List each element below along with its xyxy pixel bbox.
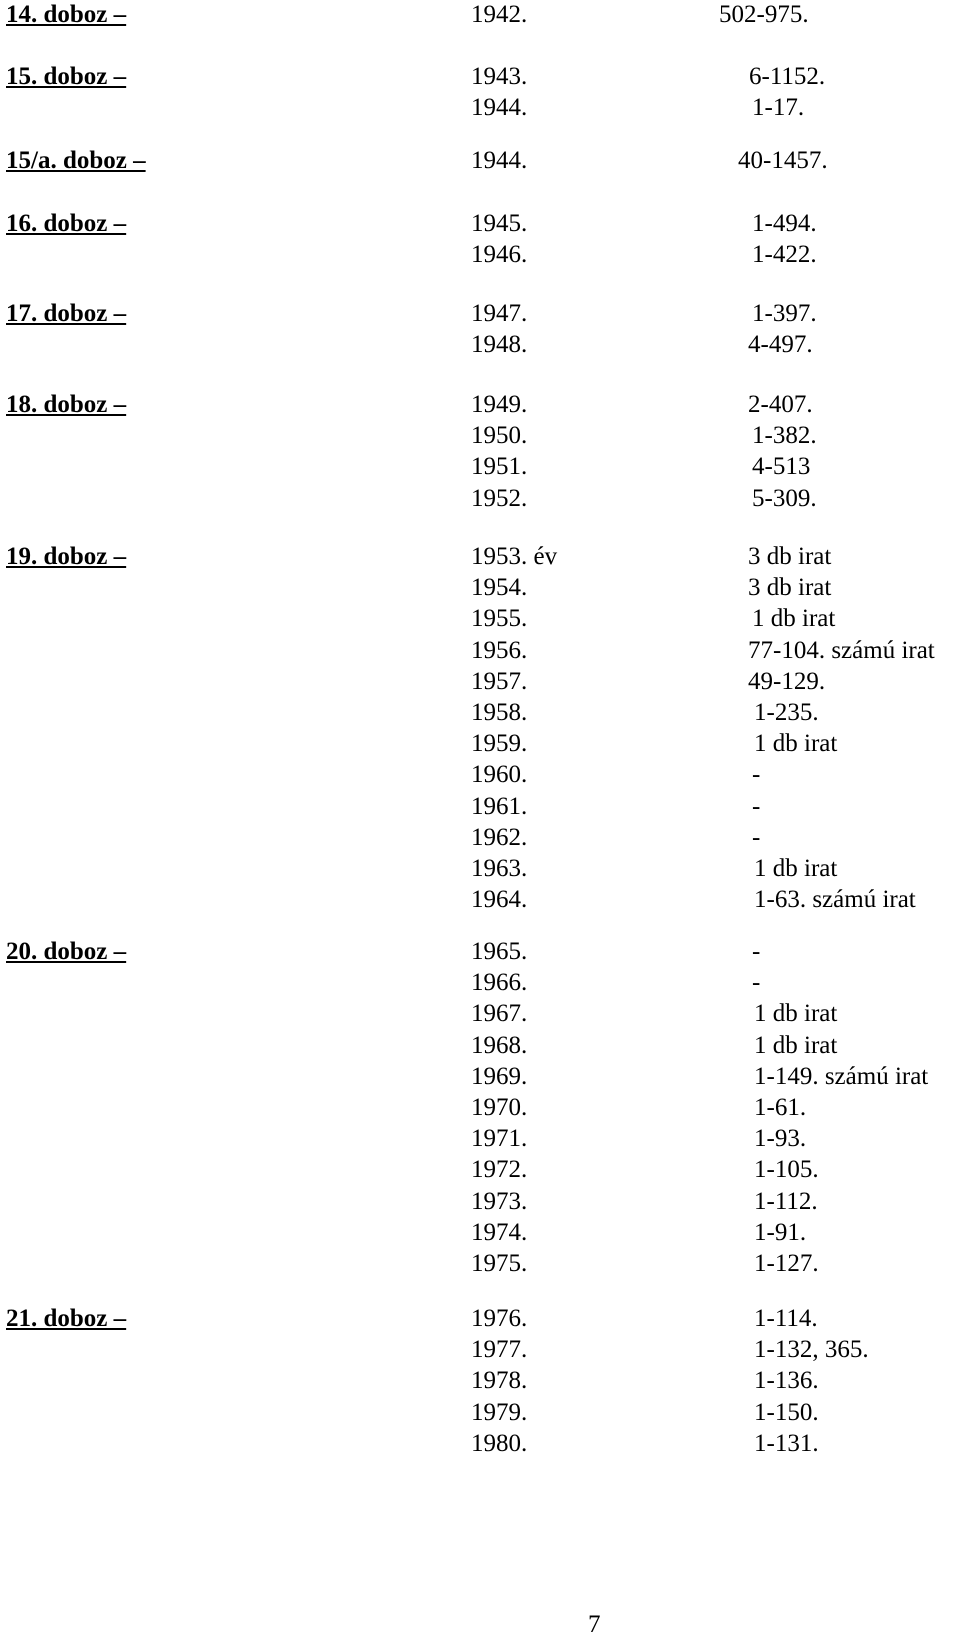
- document-range-cell: 1-149. számú irat: [754, 1062, 929, 1090]
- document-range-cell: 1-150.: [754, 1398, 819, 1426]
- box-entry: [0, 390, 960, 420]
- box-entry: [0, 542, 960, 572]
- document-range-cell: -: [752, 938, 761, 965]
- document-range-cell: 3 db irat: [748, 574, 832, 602]
- year-cell: 1951.: [471, 453, 528, 481]
- box-label: 19. doboz –: [6, 543, 127, 570]
- box-entry-row: [0, 1429, 960, 1459]
- year-cell: 1972.: [471, 1156, 528, 1184]
- box-entry-row: [0, 484, 960, 514]
- document-range-cell: 1 db irat: [754, 855, 838, 882]
- box-entry-row: [0, 885, 960, 915]
- box-entry-row: [0, 1398, 960, 1428]
- year-cell: 1976.: [471, 1305, 528, 1332]
- document-range-cell: 1-61.: [754, 1094, 807, 1121]
- box-entry-row: [0, 792, 960, 822]
- year-cell: 1946.: [471, 241, 528, 269]
- box-entry-row: [0, 240, 960, 270]
- box-entry-row: [0, 636, 960, 666]
- year-cell: 1944.: [471, 94, 528, 122]
- year-cell: 1968.: [471, 1031, 528, 1059]
- box-entry-row: [0, 1031, 960, 1061]
- box-entry-row: [0, 1335, 960, 1365]
- box-entry: [0, 146, 960, 176]
- document-range-cell: 2-407.: [748, 391, 813, 418]
- document-range-cell: 5-309.: [752, 484, 817, 512]
- document-range-cell: 1-397.: [752, 300, 817, 327]
- box-entry-row: [0, 698, 960, 728]
- box-entry: [0, 299, 960, 329]
- year-cell: 1947.: [471, 300, 528, 327]
- year-cell: 1944.: [471, 147, 528, 174]
- box-entry-row: [0, 1366, 960, 1396]
- document-range-cell: 1-136.: [754, 1367, 819, 1395]
- box-entry-row: [0, 968, 960, 998]
- document-range-cell: 49-129.: [748, 667, 826, 695]
- document-range-cell: 1-112.: [754, 1187, 818, 1215]
- box-entry-row: [0, 1218, 960, 1248]
- box-label: 17. doboz –: [6, 300, 127, 327]
- year-cell: 1956.: [471, 636, 528, 664]
- year-cell: 1948.: [471, 331, 528, 359]
- document-range-cell: 1 db irat: [754, 730, 838, 758]
- box-label: 15. doboz –: [6, 63, 127, 90]
- document-range-cell: 1-422.: [752, 241, 817, 269]
- document-range-cell: 1-105.: [754, 1156, 819, 1184]
- document-range-cell: 1 db irat: [754, 1000, 838, 1028]
- document-range-cell: 4-513: [752, 453, 811, 481]
- year-cell: 1973.: [471, 1187, 528, 1215]
- document-range-cell: 1 db irat: [754, 1031, 838, 1059]
- year-cell: 1953. év: [471, 543, 558, 570]
- year-cell: 1980.: [471, 1429, 528, 1457]
- year-cell: 1962.: [471, 823, 528, 851]
- year-cell: 1965.: [471, 938, 528, 965]
- year-cell: 1971.: [471, 1125, 528, 1153]
- box-entry: [0, 937, 960, 967]
- year-cell: 1955.: [471, 605, 528, 633]
- document-range-cell: 4-497.: [748, 331, 813, 359]
- box-entry-row: [0, 1124, 960, 1154]
- box-entry-row: [0, 1155, 960, 1185]
- box-entry-row: [0, 1093, 960, 1123]
- box-entry-row: [0, 999, 960, 1029]
- box-entry-row: [0, 1062, 960, 1092]
- year-cell: 1978.: [471, 1367, 528, 1395]
- document-range-cell: -: [752, 823, 761, 851]
- document-range-cell: 1-494.: [752, 210, 817, 237]
- document-range-cell: 6-1152.: [749, 63, 826, 90]
- document-range-cell: 1-127.: [754, 1250, 819, 1277]
- box-entry-row: [0, 421, 960, 451]
- document-range-cell: 1-235.: [754, 699, 819, 726]
- year-cell: 1979.: [471, 1398, 528, 1426]
- year-cell: 1949.: [471, 391, 528, 418]
- document-range-cell: 1-91.: [754, 1218, 807, 1246]
- year-cell: 1943.: [471, 63, 528, 90]
- year-cell: 1966.: [471, 969, 528, 997]
- year-cell: 1969.: [471, 1062, 528, 1090]
- year-cell: 1960.: [471, 761, 528, 789]
- document-range-cell: -: [752, 792, 761, 820]
- box-entry-row: [0, 1249, 960, 1279]
- document-range-cell: -: [752, 969, 761, 997]
- year-cell: 1957.: [471, 667, 528, 695]
- document-range-cell: 1 db irat: [752, 605, 836, 633]
- document-range-cell: 1-131.: [754, 1429, 819, 1457]
- year-cell: 1959.: [471, 730, 528, 758]
- document-range-cell: 77-104. számú irat: [748, 636, 935, 664]
- box-entry-row: [0, 604, 960, 634]
- box-entry-row: [0, 93, 960, 123]
- year-cell: 1942.: [471, 1, 528, 28]
- document-range-cell: 3 db irat: [748, 543, 832, 570]
- year-cell: 1954.: [471, 574, 528, 602]
- box-entry-row: [0, 760, 960, 790]
- year-cell: 1961.: [471, 792, 528, 820]
- year-cell: 1964.: [471, 886, 528, 914]
- document-range-cell: 1-93.: [754, 1125, 807, 1153]
- document-range-cell: 40-1457.: [738, 147, 828, 174]
- year-cell: 1958.: [471, 699, 528, 726]
- document-range-cell: 1-382.: [752, 422, 817, 450]
- document-range-cell: 502-975.: [719, 1, 809, 28]
- year-cell: 1977.: [471, 1336, 528, 1364]
- year-cell: 1963.: [471, 855, 528, 882]
- box-label: 21. doboz –: [6, 1305, 127, 1332]
- box-label: 16. doboz –: [6, 210, 127, 237]
- box-label: 15/a. doboz –: [6, 147, 146, 174]
- box-entry-row: [0, 854, 960, 884]
- year-cell: 1974.: [471, 1218, 528, 1246]
- document-range-cell: 1-132, 365.: [754, 1336, 869, 1364]
- year-cell: 1970.: [471, 1094, 528, 1121]
- box-entry-row: [0, 573, 960, 603]
- box-entry: [0, 0, 960, 30]
- box-entry: [0, 62, 960, 92]
- box-entry-row: [0, 452, 960, 482]
- document-range-cell: 1-114.: [754, 1305, 818, 1332]
- box-entry-row: [0, 729, 960, 759]
- year-cell: 1945.: [471, 210, 528, 237]
- box-entry-row: [0, 330, 960, 360]
- page-number: 7: [588, 1611, 601, 1638]
- document-range-cell: -: [752, 761, 761, 789]
- year-cell: 1950.: [471, 422, 528, 450]
- box-label: 14. doboz –: [6, 1, 127, 28]
- box-entry-row: [0, 823, 960, 853]
- document-range-cell: 1-17.: [752, 94, 805, 122]
- document-range-cell: 1-63. számú irat: [754, 886, 916, 914]
- box-label: 20. doboz –: [6, 938, 127, 965]
- box-entry-row: [0, 667, 960, 697]
- box-entry-row: [0, 1187, 960, 1217]
- year-cell: 1952.: [471, 484, 528, 512]
- box-entry: [0, 209, 960, 239]
- year-cell: 1975.: [471, 1250, 528, 1277]
- box-label: 18. doboz –: [6, 391, 127, 418]
- year-cell: 1967.: [471, 1000, 528, 1028]
- box-entry: [0, 1304, 960, 1334]
